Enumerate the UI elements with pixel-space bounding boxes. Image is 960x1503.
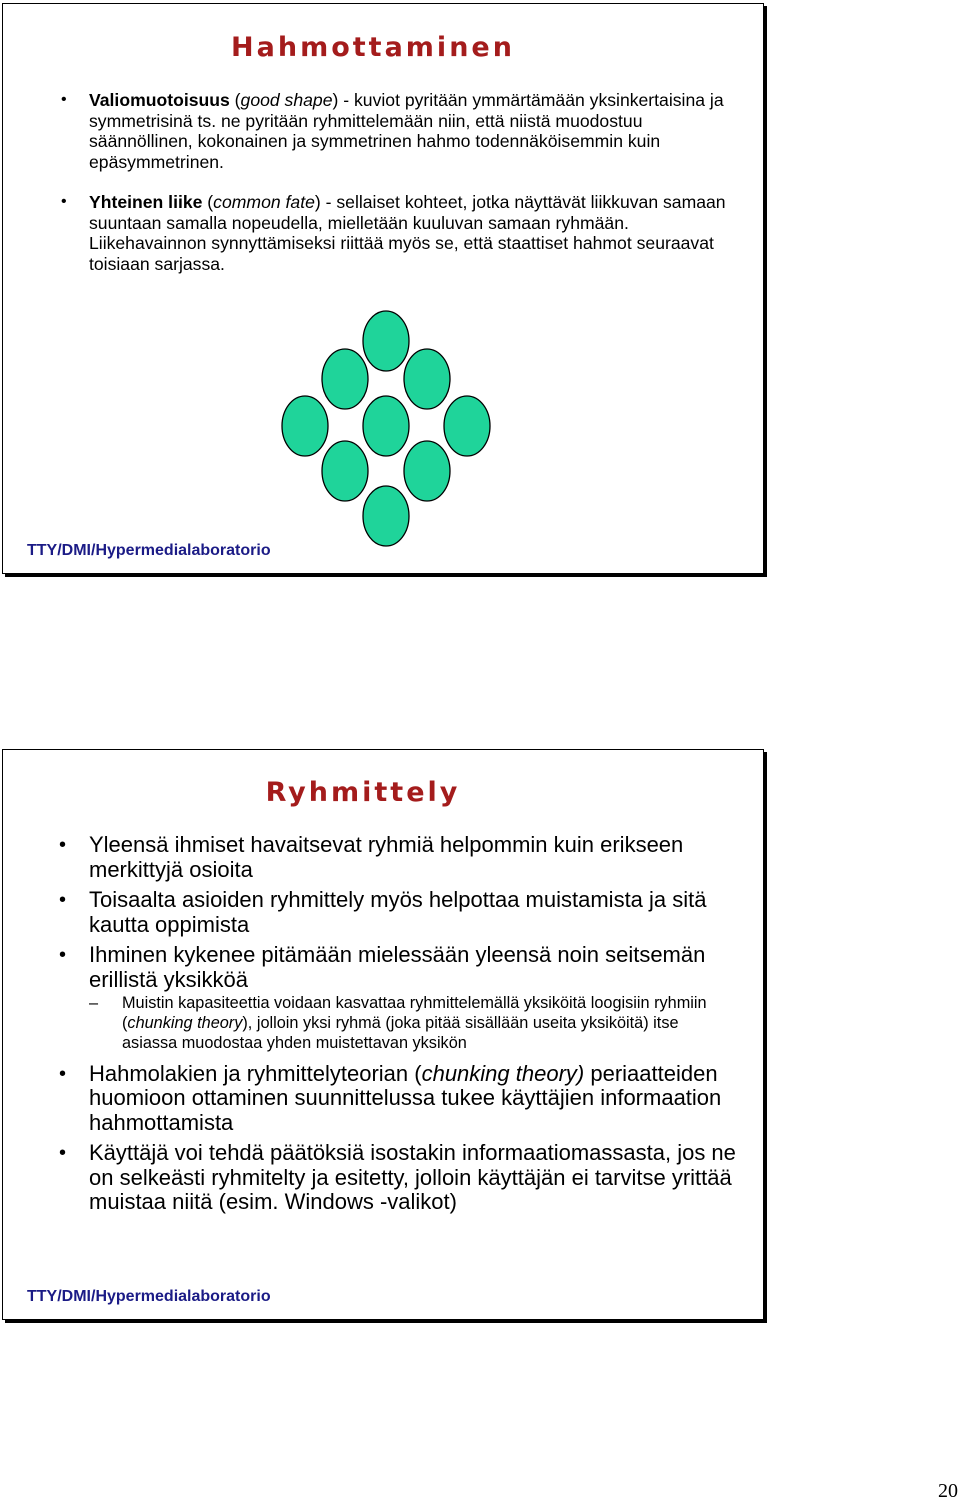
term-english: chunking theory (127, 1014, 243, 1033)
term-english: common fate (213, 192, 315, 212)
slide-footer: TTY/DMI/Hypermedialaboratorio (27, 542, 271, 559)
circle-shape (322, 441, 368, 501)
bullet-item (89, 943, 739, 1054)
circle-diamond-figure (273, 304, 513, 549)
sub-bullet-text: Muistin kapasiteettia voidaan kasvattaa ryhmittelemällä yksiköitä loogisiin ryhmiin ( (122, 994, 707, 1033)
bullet-item (89, 1062, 739, 1136)
slide-title: Ryhmittely (265, 777, 461, 808)
sub-bullet-chunking (89, 993, 722, 1054)
slide-title: Hahmottaminen (231, 32, 515, 63)
circle-shape (444, 396, 490, 456)
term-english: chunking theory) (421, 1060, 585, 1086)
paren-open: ( (202, 192, 214, 212)
term-label: Valiomuotoisuus (89, 90, 230, 110)
circle-shape (404, 441, 450, 501)
circle-shape (404, 349, 450, 409)
bullet-list (89, 833, 739, 1221)
circle-shape (322, 349, 368, 409)
bullet-item: • Toisaalta asioiden ryhmittely myös helpottaa muistamista ja sitä kautta oppimista (89, 888, 739, 937)
bullet-list (89, 90, 729, 274)
bullet-text: Hahmolakien ja ryhmittelyteorian ( (89, 1060, 422, 1086)
circle-shape (363, 311, 409, 371)
slide-footer: TTY/DMI/Hypermedialaboratorio (27, 1288, 271, 1305)
dash-marker: – (89, 994, 99, 1012)
bullet-item: • Yleensä ihmiset havaitsevat ryhmiä helpommin kuin erikseen merkittyjä osioita (89, 833, 739, 882)
bullet-good-shape (89, 90, 729, 172)
slide-ryhmittely (2, 749, 764, 1320)
page-number: 20 (938, 1480, 958, 1502)
slide-hahmottaminen (2, 3, 764, 574)
bullet-text: periaatteiden huomioon ottaminen suunnittelussa tukee käyttäjien informaation hahmottamista (89, 1060, 722, 1135)
circle-shape (363, 486, 409, 546)
bullet-text: Ihminen kykenee pitämään mielessään yleensä noin seitsemän erillistä yksikköä (89, 942, 706, 992)
bullet-item: • Käyttäjä voi tehdä päätöksiä isostakin informaatiomassasta, jos ne on selkeästi ryhmitelty ja esitetty, jolloin käyttäjän ei tarvitse yrittää muistaa niitä (esim. Windows -valikot) (89, 1141, 739, 1215)
bullet-common-fate (89, 192, 729, 274)
bullet-text: ) - kuviot pyritään ymmärtämään yksinkertaisina ja symmetrisinä ts. ne pyritään ryhmittelemään niin, että niistä muodostuu säännöllinen, kokonainen ja symmetrinen hahmo todennäköisemmin kuin epäsymmetrinen. (89, 90, 724, 172)
circle-shape (282, 396, 328, 456)
circle-shape (363, 396, 409, 456)
bullet-text: ) - sellaiset kohteet, jotka näyttävät liikkuvan samaan suuntaan samalla nopeudella, mielletään kuuluvan samaan ryhmään. Liikehavainnon synnyttämiseksi riittää myös se, että staattiset hahmot seuraavat toisiaan sarjassa. (89, 192, 726, 274)
paren-open: ( (229, 90, 241, 110)
sub-bullet-text: ), jolloin yksi ryhmä (joka pitää sisällään useita yksiköitä) itse asiassa muodostaa yhden muistettavan yksikön (122, 1014, 679, 1053)
term-english: good shape (240, 90, 333, 110)
term-label: Yhteinen liike (89, 192, 203, 212)
